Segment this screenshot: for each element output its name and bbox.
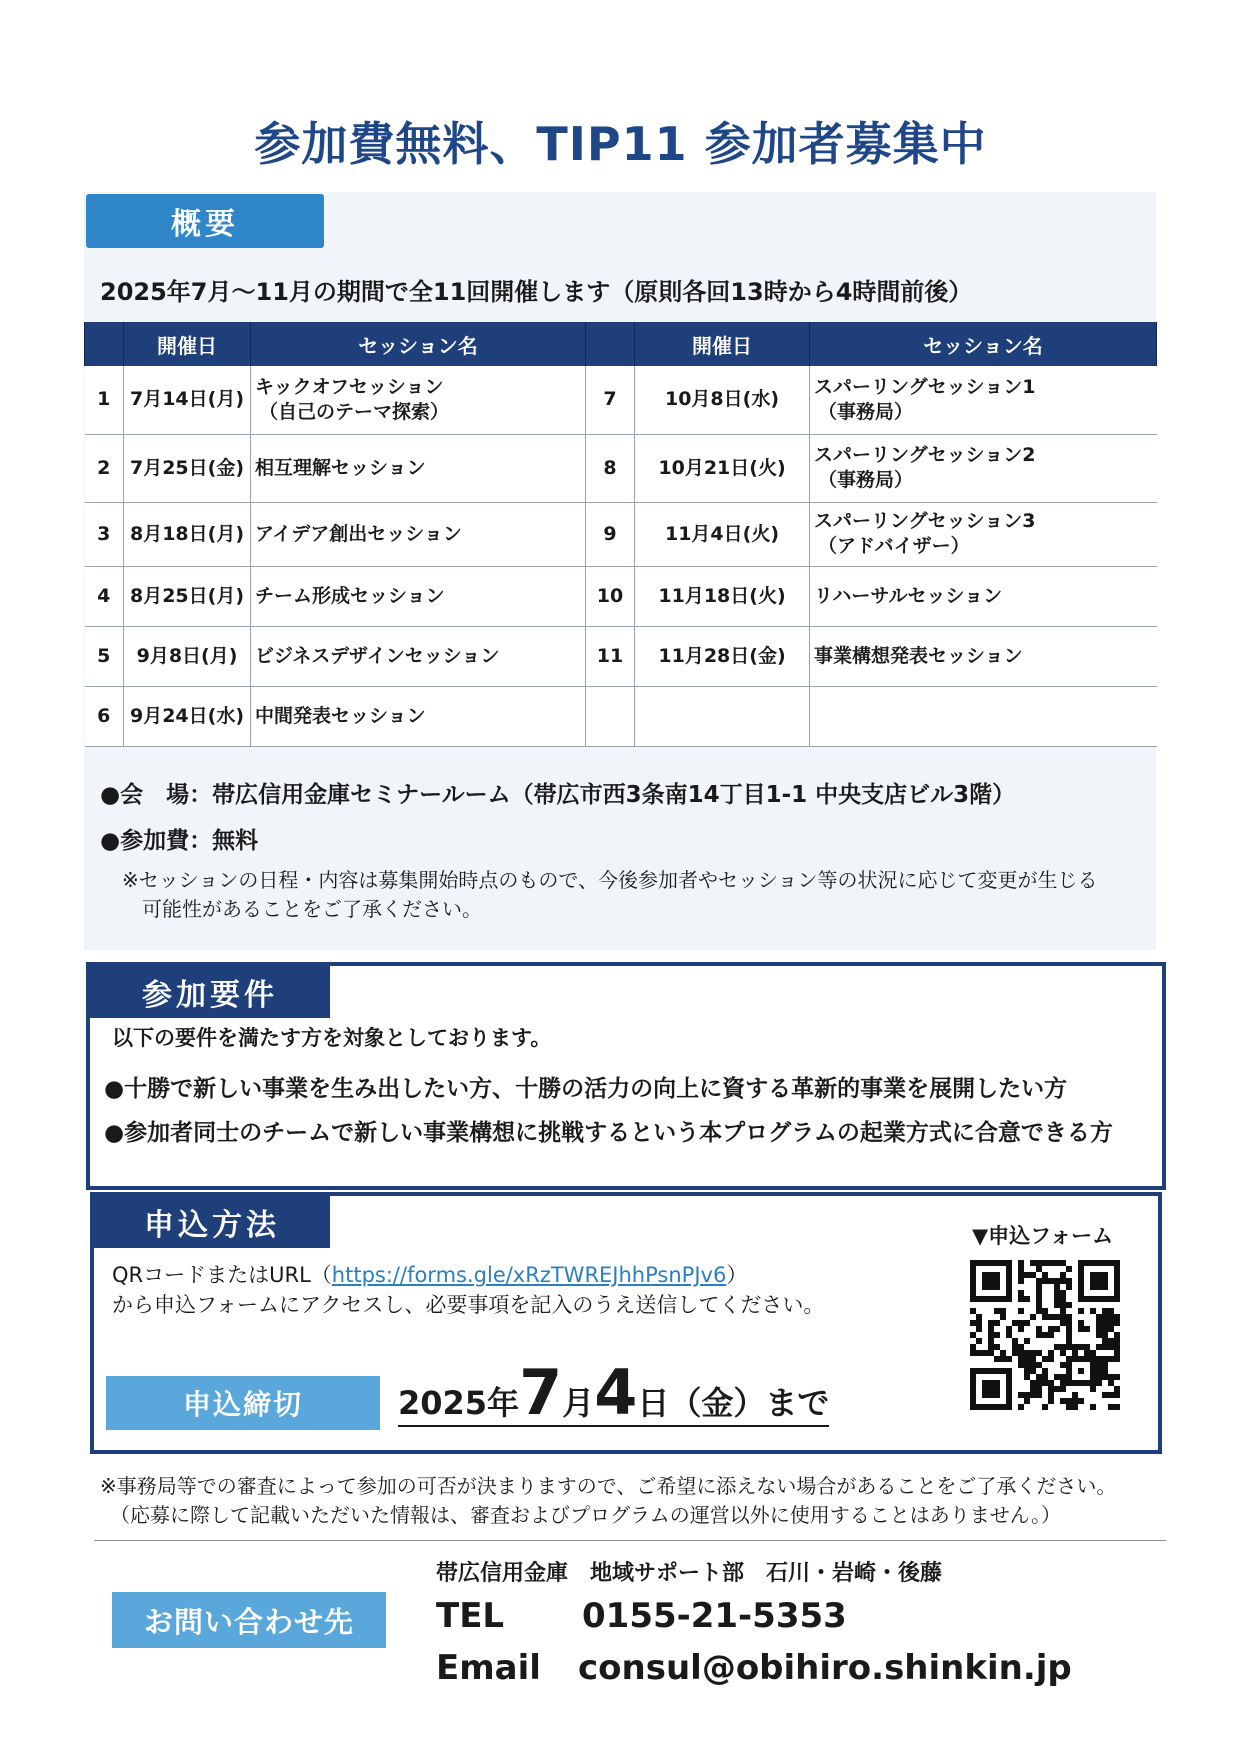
deadline-month-number: 7: [519, 1356, 563, 1429]
schedule-date-right: 10月8日(水): [635, 366, 810, 434]
session-name-line: 事業構想発表セッション: [814, 644, 1023, 667]
header-session-right: セッション名: [810, 322, 1157, 366]
deadline-day-unit: 日: [637, 1384, 670, 1422]
session-name-line: 中間発表セッション: [255, 704, 426, 727]
schedule-num-left: 2: [85, 434, 124, 502]
schedule-session-right: [810, 686, 1157, 746]
deadline-day-number: 4: [594, 1356, 638, 1429]
application-instructions: [112, 1260, 824, 1321]
session-name-line: （アドバイザー）: [818, 535, 970, 557]
schedule-session-left: [251, 566, 586, 626]
schedule-date-right: 11月18日(火): [635, 566, 810, 626]
schedule-session-right: [810, 566, 1157, 626]
schedule-num-right: 10: [586, 566, 635, 626]
requirements-intro: 以下の要件を満たす方を対象としております。: [112, 1026, 552, 1050]
page-title: 参加費無料、TIP11 参加者募集中: [254, 117, 987, 171]
application-line-1-suffix: ）: [726, 1263, 748, 1287]
session-name-line: （自己のテーマ探索）: [259, 400, 450, 423]
schedule-session-right: [810, 626, 1157, 686]
session-name-line: リハーサルセッション: [814, 584, 1003, 607]
session-name-line: キックオフセッション: [255, 376, 444, 399]
application-heading: 申込方法: [94, 1196, 330, 1248]
schedule-session-right: [810, 502, 1157, 566]
schedule-num-right: [586, 686, 635, 746]
overview-summary: 2025年7月～11月の期間で全11回開催します（原則各回13時から4時間前後）: [100, 278, 973, 306]
schedule-row: [85, 626, 1157, 686]
footnote: [100, 1472, 1116, 1530]
schedule-session-left: [251, 366, 586, 434]
contact-heading: お問い合わせ先: [112, 1592, 386, 1648]
session-name-line: ビジネスデザインセッション: [255, 644, 500, 667]
schedule-date-left: 7月25日(金): [124, 434, 251, 502]
schedule-session-right: [810, 366, 1157, 434]
footnote-line-1: ※事務局等での審査によって参加の可否が決まりますので、ご希望に添えない場合があることをご了承ください。: [100, 1474, 1117, 1498]
schedule-num-left: 4: [85, 566, 124, 626]
schedule-table: [84, 322, 1157, 747]
schedule-row: [85, 502, 1157, 566]
application-line-1-prefix: QRコードまたはURL（: [112, 1263, 332, 1287]
schedule-date-left: 9月8日(月): [124, 626, 251, 686]
schedule-date-left: 9月24日(水): [124, 686, 251, 746]
divider: [94, 1540, 1166, 1541]
header-date-left: 開催日: [124, 322, 251, 366]
schedule-note-line2: 可能性があることをご了承ください。: [142, 897, 482, 921]
schedule-session-left: [251, 434, 586, 502]
deadline-weekday: （金）: [669, 1384, 766, 1422]
tel-label: TEL: [436, 1596, 505, 1636]
schedule-row: [85, 686, 1157, 746]
header-num-right: [586, 322, 635, 366]
schedule-num-left: 6: [85, 686, 124, 746]
session-name-line: 相互理解セッション: [255, 456, 426, 479]
schedule-session-left: [251, 502, 586, 566]
deadline-date: [398, 1356, 830, 1429]
schedule-date-right: [635, 686, 810, 746]
deadline-suffix: まで: [765, 1384, 830, 1422]
schedule-date-left: 8月18日(月): [124, 502, 251, 566]
email-label: Email: [436, 1648, 541, 1688]
schedule-row: [85, 566, 1157, 626]
schedule-date-right: 10月21日(火): [635, 434, 810, 502]
schedule-header-row: [85, 322, 1157, 366]
contact-organization: 帯広信用金庫 地域サポート部 石川・岩崎・後藤: [436, 1561, 943, 1586]
schedule-num-right: 7: [586, 366, 635, 434]
footnote-line-2: （応募に際して記載いただいた情報は、審査およびプログラムの運営以外に使用することはありません。）: [110, 1503, 1061, 1527]
tel-number[interactable]: 0155-21-5353: [582, 1596, 847, 1636]
venue-info: ●会 場：帯広信用金庫セミナールーム（帯広市西3条南14丁目1-1 中央支店ビル3階）: [100, 782, 1016, 808]
application-line-1: [112, 1260, 824, 1290]
requirement-item-1: ●十勝で新しい事業を生み出したい方、十勝の活力の向上に資する革新的事業を展開したい方: [104, 1076, 1068, 1102]
contact-email-row: [436, 1648, 1072, 1688]
schedule-row: [85, 434, 1157, 502]
overview-heading: 概要: [86, 194, 324, 248]
application-line-2: から申込フォームにアクセスし、必要事項を記入のうえ送信してください。: [112, 1293, 825, 1318]
fee-info: ●参加費：無料: [100, 828, 259, 854]
schedule-date-left: 8月25日(月): [124, 566, 251, 626]
application-url-link[interactable]: https://forms.gle/xRzTWREJhhPsnPJv6: [331, 1263, 727, 1287]
header-date-right: 開催日: [635, 322, 810, 366]
schedule-num-left: 1: [85, 366, 124, 434]
email-address[interactable]: consul@obihiro.shinkin.jp: [578, 1648, 1072, 1688]
deadline-year: 2025年: [398, 1384, 520, 1422]
qr-code-icon[interactable]: [970, 1260, 1120, 1410]
schedule-num-right: 8: [586, 434, 635, 502]
schedule-session-left: [251, 686, 586, 746]
session-name-line: チーム形成セッション: [255, 584, 445, 607]
schedule-date-right: 11月28日(金): [635, 626, 810, 686]
schedule-date-right: 11月4日(火): [635, 502, 810, 566]
header-session-left: セッション名: [251, 322, 586, 366]
schedule-num-left: 3: [85, 502, 124, 566]
deadline-month-unit: 月: [562, 1384, 595, 1422]
form-label: ▼申込フォーム: [972, 1224, 1114, 1248]
session-name-line: スパーリングセッション1: [814, 376, 1036, 399]
requirement-item-2: ●参加者同士のチームで新しい事業構想に挑戦するという本プログラムの起業方式に合意できる方: [104, 1120, 1113, 1146]
session-name-line: アイデア創出セッション: [255, 522, 462, 545]
schedule-num-right: 11: [586, 626, 635, 686]
schedule-session-left: [251, 626, 586, 686]
session-name-line: （事務局）: [818, 400, 914, 423]
schedule-date-left: 7月14日(月): [124, 366, 251, 434]
schedule-session-right: [810, 434, 1157, 502]
schedule-note-line1: ※セッションの日程・内容は募集開始時点のもので、今後参加者やセッション等の状況に応じて変更が生じる: [122, 868, 1098, 892]
schedule-num-left: 5: [85, 626, 124, 686]
session-name-line: スパーリングセッション3: [814, 510, 1036, 533]
schedule-num-right: 9: [586, 502, 635, 566]
header-num-left: [85, 322, 124, 366]
deadline-label: 申込締切: [106, 1376, 380, 1430]
session-name-line: （事務局）: [818, 469, 914, 491]
contact-tel-row: [436, 1596, 847, 1636]
requirements-heading: 参加要件: [90, 966, 330, 1018]
session-name-line: スパーリングセッション2: [814, 444, 1036, 467]
schedule-row: [85, 366, 1157, 434]
